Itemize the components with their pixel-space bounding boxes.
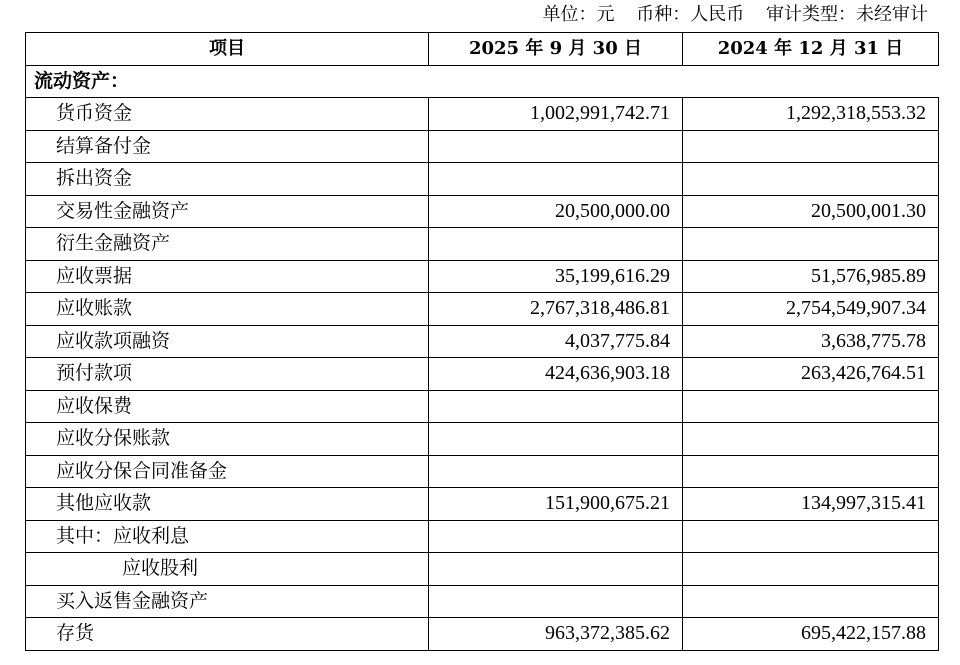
- row-item: 应收账款: [26, 293, 429, 326]
- table-row: [26, 228, 939, 261]
- row-previous-value: [683, 390, 939, 423]
- column-header-previous: 2024 年 12 月 31 日: [683, 33, 939, 66]
- row-item: 结算备付金: [26, 130, 429, 163]
- row-item: 应收分保账款: [26, 423, 429, 456]
- table-row: [26, 98, 939, 131]
- row-current-value: 424,636,903.18: [429, 358, 683, 391]
- row-item: 其中：应收利息: [26, 520, 429, 553]
- row-previous-value: 3,638,775.78: [683, 325, 939, 358]
- row-item: 其他应收款: [26, 488, 429, 521]
- table-row: [26, 423, 939, 456]
- table-row: [26, 260, 939, 293]
- table-row: [26, 553, 939, 586]
- unit-line: [543, 3, 928, 27]
- row-previous-value: [683, 163, 939, 196]
- row-item: 应收票据: [26, 260, 429, 293]
- table-row: [26, 455, 939, 488]
- table-row: [26, 390, 939, 423]
- row-current-value: [429, 228, 683, 261]
- column-header-item: 项目: [26, 33, 429, 66]
- row-previous-value: 51,576,985.89: [683, 260, 939, 293]
- row-previous-value: [683, 455, 939, 488]
- table-row: [26, 358, 939, 391]
- row-item: 预付款项: [26, 358, 429, 391]
- row-item: 存货: [26, 618, 429, 651]
- balance-sheet-table: [25, 32, 939, 651]
- row-item: 交易性金融资产: [26, 195, 429, 228]
- row-previous-value: 1,292,318,553.32: [683, 98, 939, 131]
- row-item: 买入返售金融资产: [26, 585, 429, 618]
- unit-label: 单位：元: [542, 4, 615, 25]
- table-row: [26, 488, 939, 521]
- row-current-value: [429, 163, 683, 196]
- table-header-row: [26, 33, 939, 66]
- row-current-value: [429, 455, 683, 488]
- section-row: [26, 65, 939, 98]
- row-current-value: 2,767,318,486.81: [429, 293, 683, 326]
- row-current-value: [429, 423, 683, 456]
- currency-label: 币种：人民币: [636, 4, 745, 25]
- row-current-value: 151,900,675.21: [429, 488, 683, 521]
- row-current-value: 963,372,385.62: [429, 618, 683, 651]
- row-previous-value: 263,426,764.51: [683, 358, 939, 391]
- row-item: 拆出资金: [26, 163, 429, 196]
- row-previous-value: 695,422,157.88: [683, 618, 939, 651]
- table-row: [26, 520, 939, 553]
- row-current-value: 1,002,991,742.71: [429, 98, 683, 131]
- row-previous-value: [683, 423, 939, 456]
- row-current-value: 35,199,616.29: [429, 260, 683, 293]
- row-previous-value: [683, 228, 939, 261]
- table-row: [26, 325, 939, 358]
- column-header-current: 2025 年 9 月 30 日: [429, 33, 683, 66]
- row-current-value: [429, 585, 683, 618]
- row-item: 应收保费: [26, 390, 429, 423]
- row-item: 应收股利: [26, 553, 429, 586]
- table-row: [26, 163, 939, 196]
- row-item: 衍生金融资产: [26, 228, 429, 261]
- row-current-value: [429, 553, 683, 586]
- row-previous-value: [683, 520, 939, 553]
- row-item: 货币资金: [26, 98, 429, 131]
- row-current-value: [429, 520, 683, 553]
- table-row: [26, 618, 939, 651]
- row-previous-value: [683, 585, 939, 618]
- row-item: 应收款项融资: [26, 325, 429, 358]
- table-row: [26, 195, 939, 228]
- row-previous-value: 134,997,315.41: [683, 488, 939, 521]
- row-previous-value: 2,754,549,907.34: [683, 293, 939, 326]
- row-current-value: [429, 390, 683, 423]
- audit-type-label: 审计类型：未经审计: [766, 4, 928, 25]
- table-row: [26, 585, 939, 618]
- table-row: [26, 293, 939, 326]
- table-row: [26, 130, 939, 163]
- row-item: 应收分保合同准备金: [26, 455, 429, 488]
- row-current-value: [429, 130, 683, 163]
- row-previous-value: [683, 130, 939, 163]
- row-previous-value: 20,500,001.30: [683, 195, 939, 228]
- section-title: 流动资产：: [26, 65, 939, 98]
- row-previous-value: [683, 553, 939, 586]
- row-current-value: 20,500,000.00: [429, 195, 683, 228]
- row-current-value: 4,037,775.84: [429, 325, 683, 358]
